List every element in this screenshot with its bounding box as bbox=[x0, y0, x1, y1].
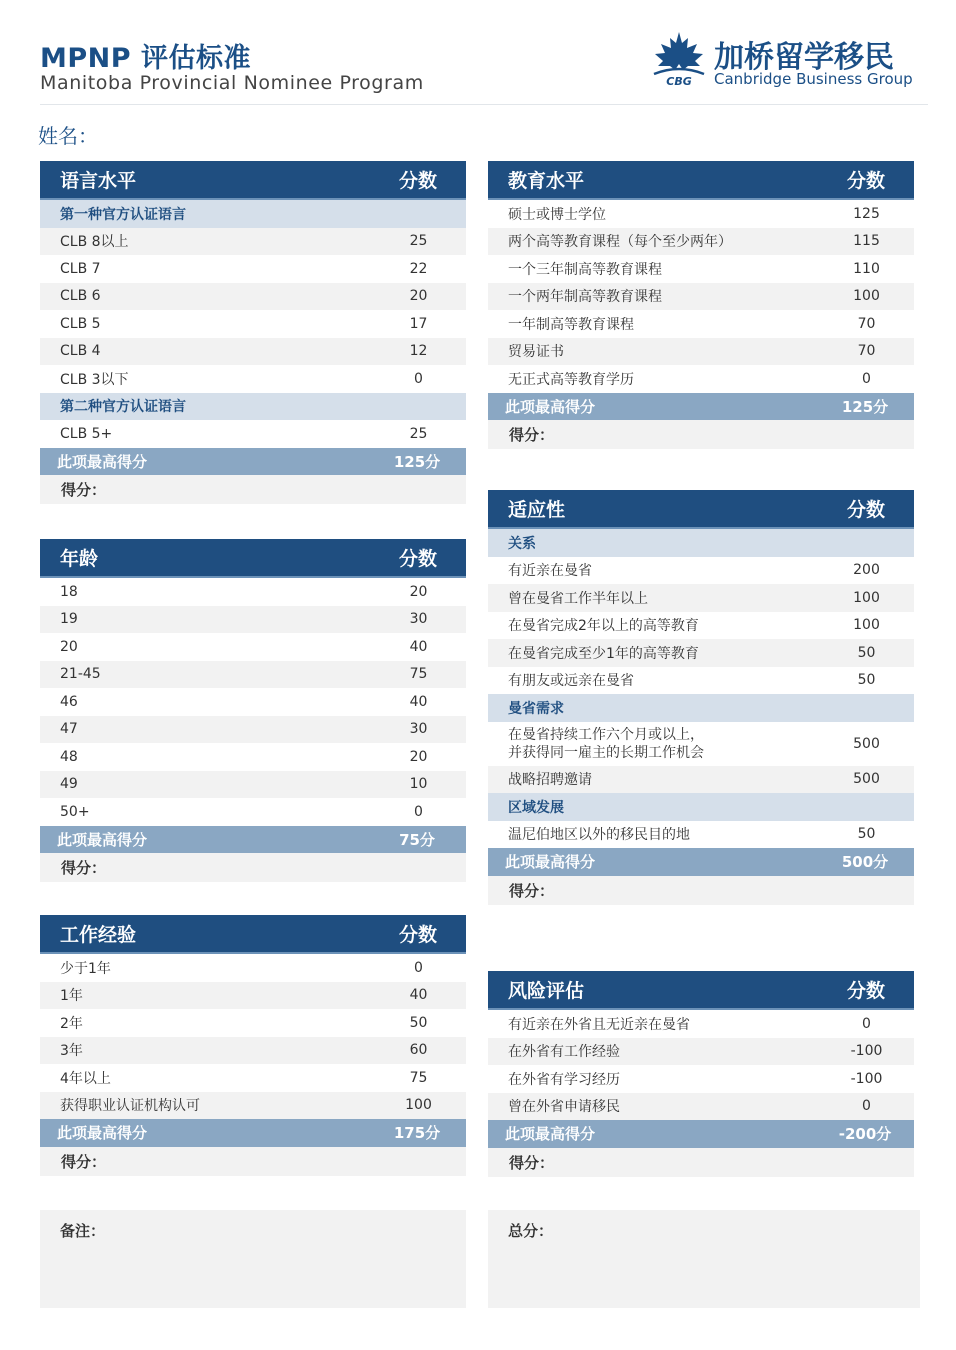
table-row bbox=[40, 688, 466, 716]
table-row bbox=[488, 255, 914, 283]
table-row bbox=[40, 771, 466, 799]
criterion-points: 12 bbox=[409, 343, 428, 360]
maple-leaf-icon bbox=[650, 30, 708, 88]
row-group bbox=[488, 1010, 914, 1120]
criterion-label: 在外省有工作经验 bbox=[508, 1044, 620, 1061]
criterion-points: 0 bbox=[862, 370, 871, 387]
criterion-label: 48 bbox=[60, 748, 78, 765]
max-score-label: 此项最高得分 bbox=[505, 1125, 596, 1144]
score-row: 得分： bbox=[40, 853, 466, 882]
criterion-label: 在外省有学习经历 bbox=[508, 1071, 620, 1088]
criterion-label: 有近亲在曼省 bbox=[508, 563, 592, 580]
section-title: 工作经验 bbox=[60, 924, 137, 946]
table-row bbox=[488, 200, 914, 228]
criterion-points: 100 bbox=[853, 617, 880, 634]
max-score-label: 此项最高得分 bbox=[57, 830, 148, 849]
table-row bbox=[40, 1009, 466, 1037]
section-title: 语言水平 bbox=[60, 170, 137, 192]
section-risk-assessment bbox=[488, 971, 914, 1177]
score-column-header: 分数 bbox=[846, 170, 885, 192]
table-row bbox=[40, 606, 466, 634]
criterion-label: 曾在曼省工作半年以上 bbox=[508, 590, 648, 607]
criterion-label: CLB 5 bbox=[60, 315, 101, 332]
criterion-label: CLB 4 bbox=[60, 343, 101, 360]
criterion-points: 0 bbox=[414, 803, 423, 820]
row-group bbox=[488, 821, 914, 849]
table-row bbox=[488, 1038, 914, 1066]
logo-chinese-name: 加桥留学移民 bbox=[714, 40, 894, 75]
table-row bbox=[488, 365, 914, 393]
table-row bbox=[40, 228, 466, 256]
criterion-label: 2年 bbox=[60, 1015, 83, 1032]
criterion-label: 在曼省完成至少1年的高等教育 bbox=[508, 645, 699, 662]
table-row bbox=[40, 982, 466, 1010]
table-row bbox=[40, 338, 466, 366]
criterion-label: 曾在外省申请移民 bbox=[508, 1099, 620, 1116]
criterion-label: 3年 bbox=[60, 1043, 83, 1060]
table-row bbox=[40, 716, 466, 744]
table-row bbox=[488, 584, 914, 612]
criterion-points: 75 bbox=[409, 666, 428, 683]
max-score-row bbox=[40, 448, 466, 476]
row-group bbox=[40, 578, 466, 826]
table-row bbox=[40, 661, 466, 689]
criterion-points: 22 bbox=[409, 260, 428, 277]
criterion-points: 40 bbox=[409, 987, 428, 1004]
notes-label: 备注： bbox=[60, 1222, 106, 1240]
criterion-points: 0 bbox=[414, 959, 423, 976]
criterion-points: 500 bbox=[853, 771, 880, 788]
criterion-points: 20 bbox=[409, 288, 428, 305]
criterion-points: 0 bbox=[414, 370, 423, 387]
criterion-points: 75 bbox=[409, 1069, 428, 1086]
score-row: 得分： bbox=[488, 1148, 914, 1177]
section-work-experience bbox=[40, 915, 466, 1176]
table-row bbox=[40, 1064, 466, 1092]
criterion-points: 30 bbox=[409, 611, 428, 628]
row-group bbox=[488, 722, 914, 794]
row-group bbox=[40, 228, 466, 393]
table-row bbox=[488, 557, 914, 585]
criterion-points: 30 bbox=[409, 721, 428, 738]
score-row: 得分： bbox=[40, 1147, 466, 1176]
section-adaptability bbox=[488, 490, 914, 905]
criterion-label: 两个高等教育课程（每个至少两年） bbox=[508, 234, 732, 251]
max-score-value: 75分 bbox=[399, 830, 435, 849]
criterion-label: CLB 6 bbox=[60, 288, 101, 305]
section-title: 年龄 bbox=[60, 548, 99, 570]
criterion-label: 一个三年制高等教育课程 bbox=[508, 261, 662, 278]
criterion-points: 20 bbox=[409, 583, 428, 600]
criterion-points: 100 bbox=[853, 589, 880, 606]
max-score-value: 500分 bbox=[841, 853, 889, 872]
page-header bbox=[0, 0, 956, 110]
criterion-label: 硕士或博士学位 bbox=[508, 206, 606, 223]
criterion-label: 贸易证书 bbox=[508, 344, 564, 361]
table-row bbox=[488, 1065, 914, 1093]
max-score-row bbox=[40, 1119, 466, 1147]
company-logo bbox=[650, 30, 930, 92]
criterion-label: 少于1年 bbox=[60, 960, 111, 977]
max-score-row bbox=[488, 848, 914, 876]
criterion-points: 25 bbox=[409, 233, 428, 250]
table-row bbox=[40, 1092, 466, 1120]
score-column-header: 分数 bbox=[398, 924, 437, 946]
header-divider bbox=[40, 104, 928, 105]
criterion-label: 一个两年制高等教育课程 bbox=[508, 289, 662, 306]
table-row bbox=[488, 639, 914, 667]
criterion-points: -100 bbox=[850, 1070, 883, 1087]
max-score-value: 125分 bbox=[393, 452, 441, 471]
criterion-points: 100 bbox=[405, 1097, 432, 1114]
criterion-label: 获得职业认证机构认可 bbox=[60, 1098, 200, 1115]
criterion-points: 20 bbox=[409, 748, 428, 765]
max-score-label: 此项最高得分 bbox=[57, 1124, 148, 1143]
subheader: 关系 bbox=[488, 529, 914, 557]
section-title: 教育水平 bbox=[508, 170, 585, 192]
table-row bbox=[40, 310, 466, 338]
table-row bbox=[40, 743, 466, 771]
subheader: 区域发展 bbox=[488, 793, 914, 821]
score-column-header: 分数 bbox=[846, 499, 885, 521]
section-header bbox=[488, 490, 914, 529]
notes-box[interactable] bbox=[40, 1210, 466, 1308]
section-header bbox=[40, 539, 466, 578]
score-row: 得分： bbox=[40, 475, 466, 504]
criterion-points: 10 bbox=[409, 776, 428, 793]
subheader: 曼省需求 bbox=[488, 694, 914, 722]
table-row bbox=[40, 283, 466, 311]
criterion-points: 115 bbox=[853, 233, 880, 250]
section-title: 适应性 bbox=[508, 499, 566, 521]
criterion-points: 200 bbox=[853, 562, 880, 579]
table-row bbox=[488, 667, 914, 695]
max-score-label: 此项最高得分 bbox=[505, 397, 596, 416]
row-group bbox=[40, 420, 466, 448]
max-score-value: -200分 bbox=[838, 1125, 892, 1144]
criterion-points: 70 bbox=[857, 315, 876, 332]
table-row bbox=[488, 612, 914, 640]
criterion-label: 46 bbox=[60, 693, 78, 710]
max-score-row bbox=[40, 826, 466, 854]
page-title: MPNP 评估标准 bbox=[40, 43, 251, 74]
criterion-label: 18 bbox=[60, 583, 78, 600]
criterion-points: 25 bbox=[409, 425, 428, 442]
subheader: 第一种官方认证语言 bbox=[40, 200, 466, 228]
row-group bbox=[40, 954, 466, 1119]
criterion-points: 50 bbox=[857, 672, 876, 689]
criterion-label: CLB 7 bbox=[60, 260, 101, 277]
table-row bbox=[488, 1010, 914, 1038]
criterion-label: CLB 8以上 bbox=[60, 234, 129, 251]
section-header bbox=[40, 915, 466, 954]
criterion-label: 50+ bbox=[60, 803, 90, 820]
score-row: 得分： bbox=[488, 876, 914, 905]
subheader: 第二种官方认证语言 bbox=[40, 393, 466, 421]
logo-english-name: Canbridge Business Group bbox=[714, 70, 913, 88]
criterion-label: 一年制高等教育课程 bbox=[508, 316, 634, 333]
table-row bbox=[40, 578, 466, 606]
criterion-label: 有近亲在外省且无近亲在曼省 bbox=[508, 1016, 690, 1033]
criterion-points: 125 bbox=[853, 205, 880, 222]
criterion-label: 49 bbox=[60, 776, 78, 793]
score-row: 得分： bbox=[488, 420, 914, 449]
criterion-points: 40 bbox=[409, 693, 428, 710]
criterion-points: 0 bbox=[862, 1015, 871, 1032]
criterion-points: 50 bbox=[409, 1014, 428, 1031]
criterion-points: 70 bbox=[857, 343, 876, 360]
max-score-value: 175分 bbox=[393, 1124, 441, 1143]
criterion-label: 战略招聘邀请 bbox=[508, 772, 592, 789]
criterion-points: 0 bbox=[862, 1098, 871, 1115]
criterion-points: 110 bbox=[853, 260, 880, 277]
table-row bbox=[488, 283, 914, 311]
criterion-label: 1年 bbox=[60, 988, 83, 1005]
criterion-label: 在曼省持续工作六个月或以上， 并获得同一雇主的长期工作机会 bbox=[508, 726, 704, 761]
section-education bbox=[488, 161, 914, 449]
max-score-row bbox=[488, 1120, 914, 1148]
criterion-points: 50 bbox=[857, 644, 876, 661]
table-row bbox=[40, 954, 466, 982]
criterion-points: -100 bbox=[850, 1043, 883, 1060]
score-column-header: 分数 bbox=[398, 548, 437, 570]
name-field-label: 姓名： bbox=[38, 124, 98, 148]
max-score-value: 125分 bbox=[841, 397, 889, 416]
section-header bbox=[488, 161, 914, 200]
criterion-label: 19 bbox=[60, 611, 78, 628]
criterion-label: 21-45 bbox=[60, 666, 101, 683]
logo-mark-text: CBG bbox=[666, 75, 692, 88]
criterion-label: 温尼伯地区以外的移民目的地 bbox=[508, 827, 690, 844]
criterion-points: 100 bbox=[853, 288, 880, 305]
table-row bbox=[40, 255, 466, 283]
criterion-points: 60 bbox=[409, 1042, 428, 1059]
criterion-label: 4年以上 bbox=[60, 1070, 111, 1087]
row-group bbox=[488, 557, 914, 695]
section-header bbox=[40, 161, 466, 200]
total-score-box[interactable] bbox=[488, 1210, 920, 1308]
criterion-label: 在曼省完成2年以上的高等教育 bbox=[508, 618, 699, 635]
criterion-label: 20 bbox=[60, 638, 78, 655]
table-row bbox=[488, 766, 914, 794]
section-age bbox=[40, 539, 466, 882]
table-row bbox=[40, 633, 466, 661]
table-row bbox=[488, 722, 914, 766]
criterion-label: 有朋友或远亲在曼省 bbox=[508, 673, 634, 690]
table-row bbox=[488, 821, 914, 849]
score-column-header: 分数 bbox=[398, 170, 437, 192]
criterion-points: 17 bbox=[409, 315, 428, 332]
criterion-label: CLB 3以下 bbox=[60, 371, 129, 388]
criterion-points: 50 bbox=[857, 826, 876, 843]
table-row bbox=[40, 798, 466, 826]
table-row bbox=[40, 365, 466, 393]
criterion-points: 500 bbox=[853, 735, 880, 752]
section-header bbox=[488, 971, 914, 1010]
table-row bbox=[488, 338, 914, 366]
criterion-label: CLB 5+ bbox=[60, 425, 113, 442]
section-title: 风险评估 bbox=[508, 980, 585, 1002]
score-column-header: 分数 bbox=[846, 980, 885, 1002]
table-row bbox=[40, 420, 466, 448]
row-group bbox=[488, 200, 914, 393]
page-subtitle: Manitoba Provincial Nominee Program bbox=[40, 72, 424, 94]
criterion-label: 47 bbox=[60, 721, 78, 738]
table-row bbox=[488, 228, 914, 256]
max-score-label: 此项最高得分 bbox=[505, 853, 596, 872]
max-score-label: 此项最高得分 bbox=[57, 452, 148, 471]
table-row bbox=[488, 310, 914, 338]
table-row bbox=[488, 1093, 914, 1121]
criterion-points: 40 bbox=[409, 638, 428, 655]
criterion-label: 无正式高等教育学历 bbox=[508, 371, 634, 388]
total-score-label: 总分： bbox=[508, 1222, 554, 1240]
max-score-row bbox=[488, 393, 914, 421]
section-language bbox=[40, 161, 466, 504]
table-row bbox=[40, 1037, 466, 1065]
